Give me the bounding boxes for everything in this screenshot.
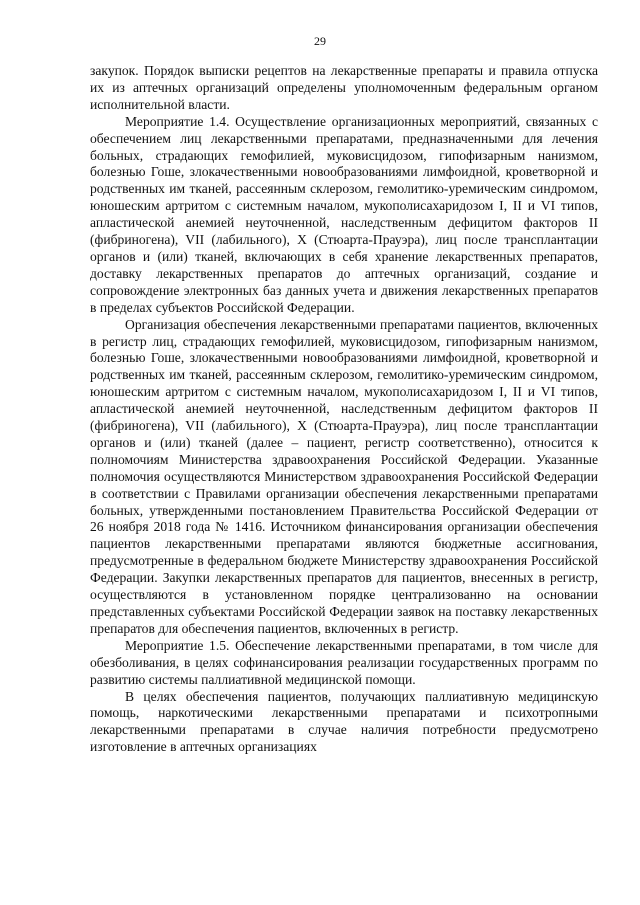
paragraph-palliative-care: В целях обеспечения пациентов, получающих паллиативную медицинскую помощь, наркотическими лекарственными препаратами и психотропными лекарственными препаратами в случае наличия потребности предусмотрено изготовление в аптечных организациях [90,688,598,755]
paragraph-measure-1-4: Мероприятие 1.4. Осуществление организационных мероприятий, связанных с обеспечением лиц лекарственными препаратами, предназначенными для лечения больных, страдающих гемофилией, муковисцидозом, гипофизарным нанизмом, болезнью Гоше, злокачественными новообразованиями лимфоидной, кроветворной и родственных им тканей, рассеянным склерозом, гемолитико-уремическим синдромом, юношеским артритом с системным началом, мукополисахаридозом I, II и VI типов, апластической анемией неуточненной, наследственным дефицитом факторов II (фибриногена), VII (лабильного), X (Стюарта-Прауэра), лиц после трансплантации органов и (или) тканей, включающих в себя хранение лекарственных препаратов, доставку лекарственных препаратов до аптечных организаций, создание и сопровождение электронных баз данных учета и движения лекарственных препаратов в пределах субъектов Российской Федерации. [90,113,598,315]
paragraph-continuation: закупок. Порядок выписки рецептов на лекарственные препараты и правила отпуска их из аптечных организаций определены уполномоченным федеральным органом исполнительной власти. [90,63,598,112]
document-body [90,63,598,756]
paragraph-registry-organization: Организация обеспечения лекарственными препаратами пациентов, включенных в регистр лиц, страдающих гемофилией, муковисцидозом, гипофизарным нанизмом, болезнью Гоше, злокачественными новообразованиями лимфоидной, кроветворной и родственных им тканей, рассеянным склерозом, гемолитико-уремическим синдромом, юношеским артритом с системным началом, мукополисахаридозом I, II и VI типов, апластической анемией неуточненной, наследственным дефицитом факторов II (фибриногена), VII (лабильного), X (Стюарта-Прауэра), лиц после трансплантации органов и (или) тканей (далее – пациент, регистр соответственно), относится к полномочиям Министерства здравоохранения Российской Федерации. Указанные полномочия осуществляются Министерством здравоохранения Российской Федерации в соответствии с Правилами организации обеспечения лекарственными препаратами больных, утвержденными постановлением Правительства Российской Федерации от 26 ноября 2018 года № 1416. Источником финансирования организации обеспечения пациентов лекарственными препаратами являются бюджетные ассигнования, предусмотренные в федеральном бюджете Министерству здравоохранения Российской Федерации. Закупки лекарственных препаратов для пациентов, внесенных в регистр, осуществляются в установленном порядке централизованно на основании представленных субъектами Российской Федерации заявок на поставку лекарственных препаратов для обеспечения пациентов, включенных в регистр. [90,316,598,636]
paragraph-measure-1-5: Мероприятие 1.5. Обеспечение лекарственными препаратами, в том числе для обезболивания, в целях софинансирования реализации государственных программ по развитию системы паллиативной медицинской помощи. [90,637,598,687]
page-number: 29 [314,34,326,48]
